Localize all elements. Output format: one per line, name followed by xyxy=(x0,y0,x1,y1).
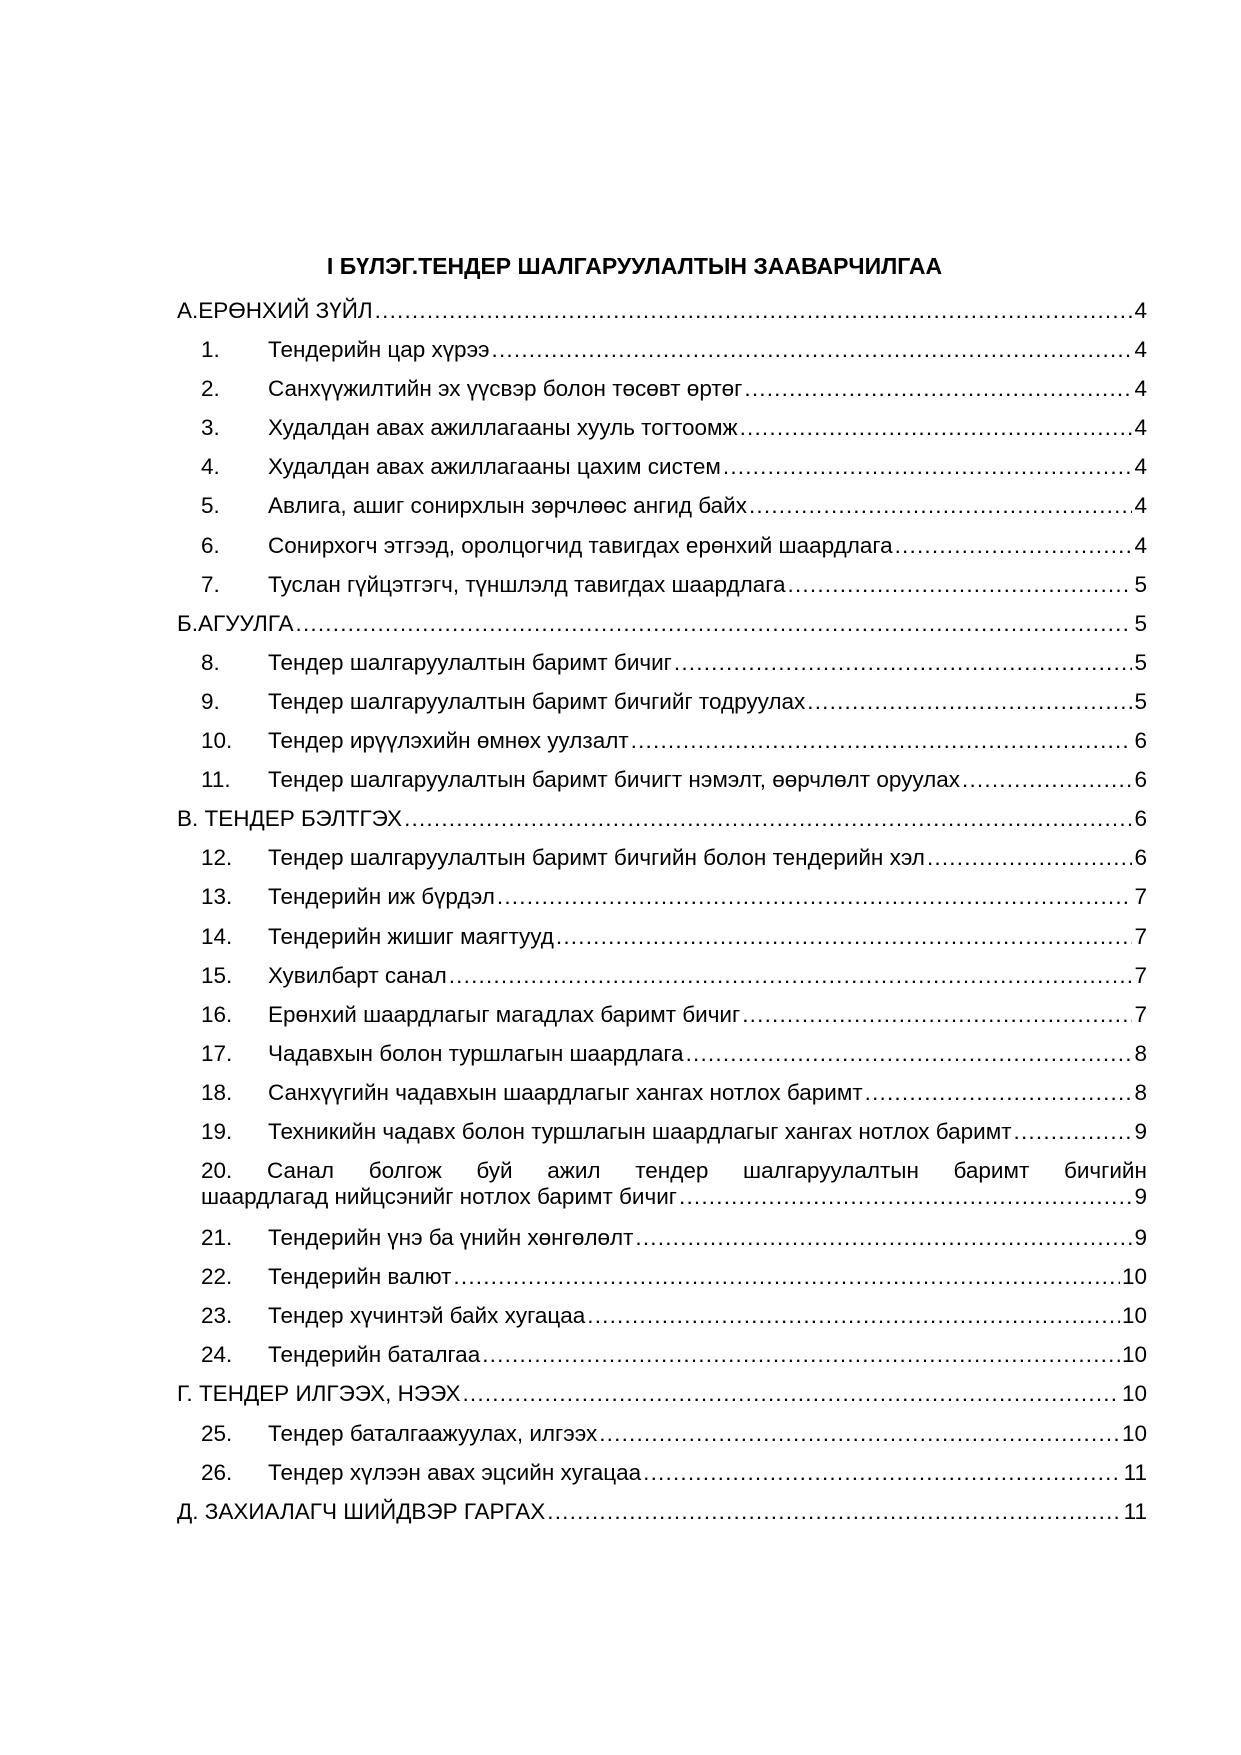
toc-entry-number: 1. xyxy=(201,337,220,363)
dot-leader xyxy=(599,1414,1120,1453)
toc-section[interactable] xyxy=(177,1492,1147,1531)
toc-section[interactable] xyxy=(177,799,1147,838)
toc-entry[interactable] xyxy=(177,877,1147,916)
toc-entry[interactable] xyxy=(177,721,1147,760)
dot-leader xyxy=(635,1218,1132,1257)
toc-entry-number: 15. xyxy=(201,962,233,988)
toc-page-number: 6 xyxy=(1134,806,1147,832)
toc-entry[interactable] xyxy=(177,1335,1147,1374)
toc-entry-number: 10. xyxy=(201,728,233,754)
toc-page-number: 4 xyxy=(1134,454,1147,480)
dot-leader xyxy=(674,643,1133,682)
toc-section[interactable] xyxy=(177,604,1147,643)
toc-entry-number: 2. xyxy=(201,376,220,402)
toc-entry-number: 16. xyxy=(201,1001,233,1027)
toc-entry-label: Тендер шалгаруулалтын баримт бичиг xyxy=(268,649,672,675)
dot-leader xyxy=(895,526,1133,565)
toc-entry-label: Тендерийн валют xyxy=(268,1264,452,1290)
toc-entry-label: Тендер баталгаажуулах, илгээх xyxy=(268,1420,598,1446)
toc-entry-number: 5. xyxy=(201,493,220,519)
toc-entry-label: Санхүүгийн чадавхын шаардлагыг хангах нотлох баримт xyxy=(268,1079,863,1105)
dot-leader xyxy=(686,1034,1133,1073)
toc-entry-number: 23. xyxy=(201,1303,233,1329)
dot-leader xyxy=(807,682,1132,721)
toc-entry[interactable] xyxy=(177,1034,1147,1073)
toc-entry-number: 11. xyxy=(201,767,231,793)
toc-section-label: Б.АГУУЛГА xyxy=(177,610,294,636)
toc-page-number: 4 xyxy=(1134,415,1147,441)
toc-entry-word: шалгаруулалтын xyxy=(743,1158,919,1184)
toc-entry-word: тендер xyxy=(635,1158,709,1184)
toc-page-number: 6 xyxy=(1134,728,1147,754)
dot-leader xyxy=(865,1073,1133,1112)
dot-leader xyxy=(927,838,1133,877)
toc-page-number: 7 xyxy=(1134,962,1147,988)
dot-leader xyxy=(453,1257,1120,1296)
toc-entry-label: шаардлагад нийцсэнийг нотлох баримт бичиг xyxy=(201,1184,677,1210)
toc-page-number: 7 xyxy=(1134,923,1147,949)
toc-section-label: В. ТЕНДЕР БЭЛТГЭХ xyxy=(177,806,403,832)
toc-entry[interactable] xyxy=(177,447,1147,486)
toc-page-number: 7 xyxy=(1134,884,1147,910)
dot-leader xyxy=(497,877,1133,916)
toc-page-number: 9 xyxy=(1134,1225,1147,1251)
dot-leader xyxy=(547,1492,1121,1531)
toc-entry-label: Тендер хүчинтэй байх хугацаа xyxy=(268,1303,586,1329)
toc-entry-label: Тендерийн үнэ ба үнийн хөнгөлөлт xyxy=(268,1225,634,1251)
toc-entry-label: Тендер шалгаруулалтын баримт бичигт нэмэлт, өөрчлөлт оруулах xyxy=(268,767,961,793)
dot-leader xyxy=(742,995,1132,1034)
toc-entry-label: Худалдан авах ажиллагааны цахим систем xyxy=(268,454,721,480)
toc-entry[interactable] xyxy=(177,838,1147,877)
toc-entry-number: 6. xyxy=(201,532,220,558)
dot-leader xyxy=(631,721,1133,760)
toc-entry[interactable] xyxy=(177,1414,1147,1453)
toc-entry[interactable] xyxy=(177,486,1147,525)
dot-leader xyxy=(749,486,1133,525)
toc-entry[interactable] xyxy=(177,917,1147,956)
dot-leader xyxy=(962,760,1132,799)
toc-entry-second-line xyxy=(201,1184,1147,1218)
toc-entry-label: Тендерийн иж бүрдэл xyxy=(268,884,495,910)
dot-leader xyxy=(556,917,1133,956)
toc-page-number: 9 xyxy=(1134,1118,1147,1144)
toc-entry-number: 4. xyxy=(201,454,220,480)
toc-entry-number: 18. xyxy=(201,1079,233,1105)
toc-page-number: 4 xyxy=(1134,376,1147,402)
toc-entry[interactable] xyxy=(177,995,1147,1034)
toc-entry-label: Тендерийн цар хүрээ xyxy=(268,337,490,363)
toc-entry-label: Тендерийн жишиг маягтууд xyxy=(268,923,554,949)
toc-entry-label: Техникийн чадавх болон туршлагын шаардлагыг хангах нотлох баримт xyxy=(268,1118,1012,1144)
dot-leader xyxy=(375,291,1133,330)
toc-entry[interactable] xyxy=(177,1218,1147,1257)
toc-entry[interactable] xyxy=(177,1073,1147,1112)
toc-entry-label: Тендер ирүүлэхийн өмнөх уулзалт xyxy=(268,728,629,754)
toc-entry[interactable] xyxy=(177,1112,1147,1151)
toc-entry-number: 9. xyxy=(201,688,220,714)
dot-leader xyxy=(462,1374,1119,1413)
toc-entry-label: Тендер шалгаруулалтын баримт бичгийн болон тендерийн хэл xyxy=(268,845,925,871)
toc-page-number: 8 xyxy=(1134,1079,1147,1105)
toc-page-number: 10 xyxy=(1121,1264,1147,1290)
toc-entry-number: 25. xyxy=(201,1420,233,1446)
toc-entry-number: 17. xyxy=(201,1040,233,1066)
toc-entry[interactable] xyxy=(177,330,1147,369)
toc-page-number: 6 xyxy=(1134,767,1147,793)
toc-entry-number: 3. xyxy=(201,415,220,441)
toc-entry-label: Туслан гүйцэтгэгч, түншлэлд тавигдах шаардлага xyxy=(268,571,786,597)
toc-page-number: 4 xyxy=(1134,298,1147,323)
toc-entry-word: бичгийн xyxy=(1063,1158,1147,1184)
toc-entry-label: Чадавхын болон туршлагын шаардлага xyxy=(268,1040,684,1066)
toc-entry[interactable] xyxy=(177,369,1147,408)
toc-entry-label: Ерөнхий шаардлагыг магадлах баримт бичиг xyxy=(268,1001,741,1027)
dot-leader xyxy=(679,1184,1132,1210)
page-title: I БҮЛЭГ.ТЕНДЕР ШАЛГАРУУЛАЛТЫН ЗААВАРЧИЛГАА xyxy=(326,253,943,279)
dot-leader xyxy=(482,1335,1120,1374)
toc-entry-number: 7. xyxy=(201,571,220,597)
toc-entry-label: Авлига, ашиг сонирхлын зөрчлөөс ангид байх xyxy=(268,493,747,519)
toc-entry-word: Санал xyxy=(266,1158,335,1184)
table-of-contents xyxy=(177,291,1147,1531)
toc-page-number: 8 xyxy=(1134,1040,1147,1066)
toc-section-label: Г. ТЕНДЕР ИЛГЭЭХ, НЭЭХ xyxy=(177,1381,461,1407)
toc-entry-number: 8. xyxy=(201,649,220,675)
toc-entry-number: 22. xyxy=(201,1264,233,1290)
toc-entry-number: 21. xyxy=(201,1225,233,1251)
toc-entry-number: 12. xyxy=(201,845,233,871)
toc-entry[interactable] xyxy=(177,682,1147,721)
toc-page-number: 4 xyxy=(1134,337,1147,363)
dot-leader xyxy=(296,604,1133,643)
toc-entry[interactable] xyxy=(177,526,1147,565)
toc-entry-label: Санхүүжилтийн эх үүсвэр болон төсөвт өртөг xyxy=(268,376,743,402)
dot-leader xyxy=(404,799,1132,838)
dot-leader xyxy=(449,956,1133,995)
toc-page-number: 9 xyxy=(1134,1184,1147,1210)
toc-entry-label: Тендерийн баталгаа xyxy=(268,1342,481,1368)
toc-entry-number: 13. xyxy=(201,884,233,910)
toc-entry-number: 14. xyxy=(201,923,233,949)
toc-entry-multiline[interactable] xyxy=(177,1151,1147,1218)
toc-entry-label: Хувилбарт санал xyxy=(268,962,447,988)
toc-entry-label: Тендер хүлээн авах эцсийн хугацаа xyxy=(268,1459,642,1485)
toc-entry-number: 24. xyxy=(201,1342,233,1368)
toc-page-number: 4 xyxy=(1134,532,1147,558)
toc-entry[interactable] xyxy=(177,1296,1147,1335)
toc-entry-number: 20. xyxy=(201,1158,233,1184)
toc-entry-label: Худалдан авах ажиллагааны хууль тогтоомж xyxy=(268,415,738,441)
toc-page-number: 7 xyxy=(1134,1001,1147,1027)
toc-entry[interactable] xyxy=(177,643,1147,682)
toc-section[interactable] xyxy=(177,1374,1147,1413)
toc-entry-word: баримт xyxy=(953,1158,1030,1184)
toc-page-number: 10 xyxy=(1121,1420,1147,1446)
toc-entry-number: 26. xyxy=(201,1459,233,1485)
dot-leader xyxy=(1014,1112,1133,1151)
toc-page-number: 11 xyxy=(1123,1498,1147,1524)
toc-entry[interactable] xyxy=(177,1257,1147,1296)
toc-page-number: 5 xyxy=(1134,571,1147,597)
toc-entry-label: Тендер шалгаруулалтын баримт бичгийг тодруулах xyxy=(268,688,806,714)
toc-page-number: 4 xyxy=(1134,493,1147,519)
toc-entry-label: Сонирхогч этгээд, оролцогчид тавигдах ерөнхий шаардлага xyxy=(268,532,893,558)
toc-entry[interactable] xyxy=(177,408,1147,447)
toc-page-number: 10 xyxy=(1121,1381,1147,1407)
toc-entry[interactable] xyxy=(177,956,1147,995)
dot-leader xyxy=(723,447,1133,486)
dot-leader xyxy=(643,1453,1122,1492)
toc-page-number: 5 xyxy=(1134,649,1147,675)
toc-page-number: 10 xyxy=(1121,1342,1147,1368)
toc-page-number: 6 xyxy=(1134,845,1147,871)
toc-entry[interactable] xyxy=(177,760,1147,799)
dot-leader xyxy=(788,565,1133,604)
toc-page-number: 11 xyxy=(1123,1459,1147,1485)
toc-entry-number: 19. xyxy=(201,1118,233,1144)
toc-entry-word: ажил xyxy=(547,1158,601,1184)
dot-leader xyxy=(744,369,1132,408)
toc-page-number: 5 xyxy=(1134,688,1147,714)
toc-page-number: 5 xyxy=(1134,610,1147,636)
toc-entry[interactable] xyxy=(177,565,1147,604)
toc-page-number: 10 xyxy=(1121,1303,1147,1329)
dot-leader xyxy=(740,408,1133,447)
toc-section-label: А.ЕРӨНХИЙ ЗҮЙЛ xyxy=(177,298,373,323)
toc-entry[interactable] xyxy=(177,1453,1147,1492)
dot-leader xyxy=(492,330,1133,369)
toc-section-label: Д. ЗАХИАЛАГЧ ШИЙДВЭР ГАРГАХ xyxy=(177,1498,546,1524)
toc-entry-word: болгож xyxy=(368,1158,442,1184)
toc-section[interactable] xyxy=(177,291,1147,330)
toc-entry-word: буй xyxy=(476,1158,513,1184)
dot-leader xyxy=(587,1296,1120,1335)
